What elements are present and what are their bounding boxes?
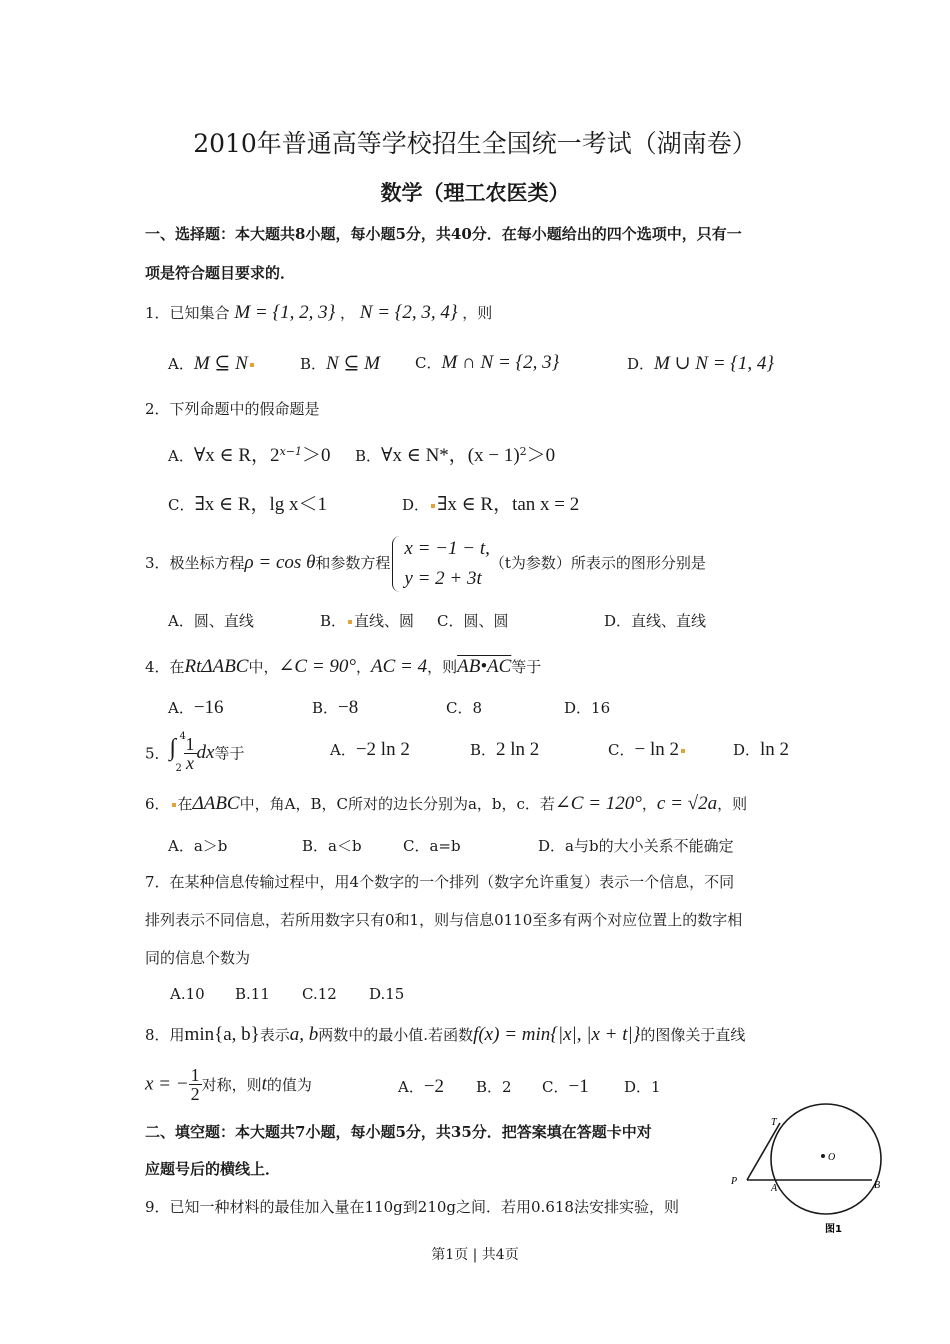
q5-option-b — [470, 739, 539, 761]
q4-option-c: C．8 — [446, 699, 483, 717]
q7-option-a: A.10 — [170, 985, 205, 1003]
q5-dx: dx — [196, 742, 215, 763]
q4-tail: 等于 — [511, 658, 542, 676]
marker-dot — [681, 749, 685, 753]
q5-c-label: C． — [608, 741, 635, 759]
q2-d-math: ∃x ∈ R，tan x = 2 — [437, 494, 580, 515]
q6-angle: ∠C = 120° — [554, 793, 642, 814]
q8-fraction — [189, 1066, 202, 1103]
q4-angle: ∠C = 90° — [278, 656, 356, 677]
q1-set-m: M = {1, 2, 3} — [234, 302, 336, 323]
q5-d-label: D． — [733, 741, 761, 759]
marker-dot — [250, 363, 254, 367]
q6-c-value: c = √2a — [656, 793, 718, 814]
q4-option-a — [168, 697, 224, 719]
q2-b-tail: ＞0 — [526, 445, 556, 466]
q5-upper-limit: 4 — [179, 731, 186, 742]
q3-option-c: C．圆、圆 — [437, 612, 509, 630]
q8-option-a — [398, 1076, 444, 1098]
q5-option-c — [608, 739, 687, 761]
q5-a-value: −2 ln 2 — [355, 739, 410, 760]
q6-option-c: C．a=b — [403, 837, 461, 855]
q6-pre: 在 — [177, 795, 193, 813]
q2-a-math: ∀x ∈ R，2 — [193, 445, 280, 466]
q2-c-math: ∃x ∈ R，lg x＜1 — [194, 494, 328, 515]
q6-option-d: D．a与b的大小关系不能确定 — [538, 837, 734, 855]
q1-b-math: N ⊆ M — [326, 353, 380, 374]
q1-tail: ，则 — [462, 304, 493, 322]
q1-a-label: A． — [168, 355, 194, 373]
q2-b-label: B． — [355, 447, 382, 465]
q2-option-d — [402, 489, 579, 516]
q3-eq1: x = −1 − t, — [404, 538, 490, 559]
q1-d-label: D． — [627, 355, 655, 373]
page-footer: 第1页 | 共4页 — [431, 1247, 519, 1263]
q2-b-sup: 2 — [519, 445, 527, 458]
q5-integral — [170, 733, 184, 773]
q8-mid3: 对称，则 — [201, 1076, 262, 1094]
figure-1 — [725, 1096, 895, 1238]
q3-option-a: A．圆、直线 — [168, 612, 254, 630]
q8-min-ab: min{a, b} — [184, 1024, 260, 1045]
q2-option-c — [168, 489, 327, 516]
q8-numerator: 1 — [190, 1065, 200, 1085]
figure-center-point — [821, 1154, 825, 1158]
q2-option-b — [355, 440, 555, 467]
q6-triangle: ΔABC — [192, 793, 240, 814]
q1-c-label: C． — [415, 354, 442, 372]
question-3 — [145, 534, 706, 594]
q7-option-b: B.11 — [235, 985, 270, 1003]
paper-title: 2010年普通高等学校招生全国统一考试（湖南卷） — [193, 129, 757, 158]
q1-sep: ， — [339, 304, 355, 322]
q3-eq2: y = 2 + 3t — [404, 568, 482, 589]
marker-dot — [172, 803, 176, 807]
q4-option-d: D．16 — [564, 699, 611, 717]
q7-line2: 排列表示不同信息，若所用数字只有0和1，则与信息0110至多有两个对应位置上的数字相 — [145, 911, 743, 929]
q5-lower-limit: 2 — [175, 763, 182, 774]
q5-numerator: 1 — [185, 733, 195, 754]
section1-line2: 项是符合题目要求的． — [145, 264, 296, 282]
q5-d-value: ln 2 — [760, 739, 790, 760]
figure-tangent-line — [747, 1123, 780, 1180]
q7-line1: 7．在某种信息传输过程中，用4个数字的一个排列（数字允许重复）表示一个信息，不同 — [145, 873, 735, 891]
q5-denominator: x — [186, 752, 195, 773]
q4-vector-product: AB•AC — [457, 656, 512, 677]
q1-set-n: N = {2, 3, 4} — [359, 302, 458, 323]
q4-option-b — [312, 697, 358, 719]
q8-option-c — [542, 1076, 589, 1098]
q3-mid: 和参数方程 — [315, 554, 391, 572]
q8-line2 — [145, 1066, 312, 1103]
figure-circle — [771, 1104, 881, 1214]
q3-option-d: D．直线、直线 — [604, 612, 707, 630]
q8-denominator: 2 — [190, 1084, 200, 1104]
q2-option-a — [168, 440, 331, 467]
q2-c-label: C． — [168, 496, 195, 514]
figure-label-t: T — [771, 1117, 777, 1128]
q7-line3: 同的信息个数为 — [145, 949, 251, 967]
question-6 — [145, 792, 747, 815]
q4-side: AC = 4 — [371, 656, 428, 677]
q4-mid1: 中， — [248, 658, 279, 676]
q4-triangle: RtΔABC — [184, 656, 249, 677]
q5-option-a — [330, 739, 410, 761]
q5-a-label: A． — [330, 741, 356, 759]
question-8 — [145, 1024, 745, 1046]
q3-parametric-system — [390, 534, 489, 594]
q2-a-sup: x−1 — [279, 445, 302, 458]
q5-option-d — [733, 739, 789, 761]
q8-mid2: 两数中的最小值.若函数 — [318, 1026, 474, 1044]
q1-option-c — [415, 352, 559, 374]
question-5 — [145, 733, 245, 773]
section2-line1: 二、填空题：本大题共7小题，每小题5分，共35分．把答案填在答题卡中对 — [145, 1123, 652, 1141]
q8-c-value: −1 — [568, 1076, 589, 1097]
q8-tail: 的图像关于直线 — [640, 1026, 746, 1044]
q8-ab: a, b — [289, 1024, 319, 1045]
q3-tail: （t为参数）所表示的图形分别是 — [489, 554, 706, 572]
q4-stem: 4．在 — [145, 658, 185, 676]
q8-option-d: D．1 — [624, 1078, 661, 1096]
q1-a-math: M ⊆ N — [193, 353, 248, 374]
q6-tail: ，则 — [717, 795, 748, 813]
q2-d-label: D． — [402, 496, 430, 514]
figure-label-a: A — [771, 1183, 778, 1194]
q6-sep: ， — [641, 795, 657, 813]
q6-mid: 中，角A，B，C所对的边长分别为a，b，c．若 — [239, 795, 555, 813]
q1-option-d — [627, 352, 774, 375]
q5-stem: 5． — [145, 744, 170, 763]
question-4 — [145, 655, 541, 678]
figure-caption: 图1 — [825, 1224, 842, 1235]
figure-label-p: P — [731, 1176, 738, 1187]
q8-t: t — [261, 1073, 267, 1095]
q2-a-label: A． — [168, 447, 194, 465]
q1-c-math: M ∩ N = {2, 3} — [441, 352, 560, 373]
section2-line2: 应题号后的横线上． — [145, 1160, 281, 1178]
q5-b-label: B． — [470, 741, 497, 759]
q1-stem: 1．已知集合 — [145, 304, 230, 322]
question-2: 2．下列命题中的假命题是 — [145, 400, 320, 418]
q5-c-value: − ln 2 — [634, 739, 679, 760]
q2-a-tail: ＞0 — [301, 445, 331, 466]
paper-subtitle: 数学（理工农医类） — [380, 180, 570, 205]
q5-integral-sign: ∫ — [169, 735, 177, 761]
q8-function: f(x) = min{|x|, |x + t|} — [473, 1024, 641, 1045]
q8-x-eq: x = − — [145, 1073, 189, 1095]
q3-stem: 3．极坐标方程 — [145, 554, 245, 572]
q1-option-b — [300, 352, 380, 375]
q5-b-value: 2 ln 2 — [496, 739, 540, 760]
q8-a-value: −2 — [423, 1076, 445, 1097]
figure-label-o: O — [828, 1152, 836, 1163]
marker-dot — [431, 504, 435, 508]
q1-d-math: M ∪ N = {1, 4} — [654, 353, 774, 374]
q5-tail: 等于 — [214, 744, 245, 763]
q4-sep: ， — [356, 658, 372, 676]
q8-tail2: 的值为 — [266, 1076, 312, 1094]
q8-option-b: B．2 — [476, 1078, 512, 1096]
question-1 — [145, 302, 492, 324]
q1-option-a — [168, 352, 256, 375]
q3-option-b — [320, 610, 414, 631]
q6-stem: 6． — [145, 795, 170, 813]
q3-b-label: B． — [320, 612, 347, 630]
q8-a-label: A． — [398, 1078, 424, 1096]
section1-line1: 一、选择题：本大题共8小题，每小题5分，共40分．在每小题给出的四个选项中，只有一 — [145, 225, 742, 243]
q6-option-b: B．a＜b — [302, 837, 362, 855]
q7-option-d: D.15 — [369, 985, 405, 1003]
q2-b-math: ∀x ∈ N*，(x − 1) — [381, 445, 520, 466]
marker-dot — [348, 620, 352, 624]
q8-stem: 8．用 — [145, 1026, 185, 1044]
q7-option-c: C.12 — [302, 985, 337, 1003]
q8-c-label: C． — [542, 1078, 569, 1096]
q8-mid1: 表示 — [259, 1026, 290, 1044]
q4-a-label: A． — [168, 699, 194, 717]
q4-mid2: ，则 — [427, 658, 458, 676]
q4-b-label: B． — [312, 699, 339, 717]
figure-label-b: B — [874, 1180, 881, 1191]
q4-b-value: −8 — [338, 697, 359, 718]
q1-b-label: B． — [300, 355, 327, 373]
q6-option-a: A．a＞b — [168, 837, 228, 855]
q3-b-text: 直线、圆 — [354, 612, 415, 630]
q9-line1: 9．已知一种材料的最佳加入量在110g到210g之间．若用0.618法安排实验，则 — [145, 1198, 679, 1216]
q4-a-value: −16 — [193, 697, 224, 718]
q3-polar: ρ = cos θ — [244, 552, 316, 573]
